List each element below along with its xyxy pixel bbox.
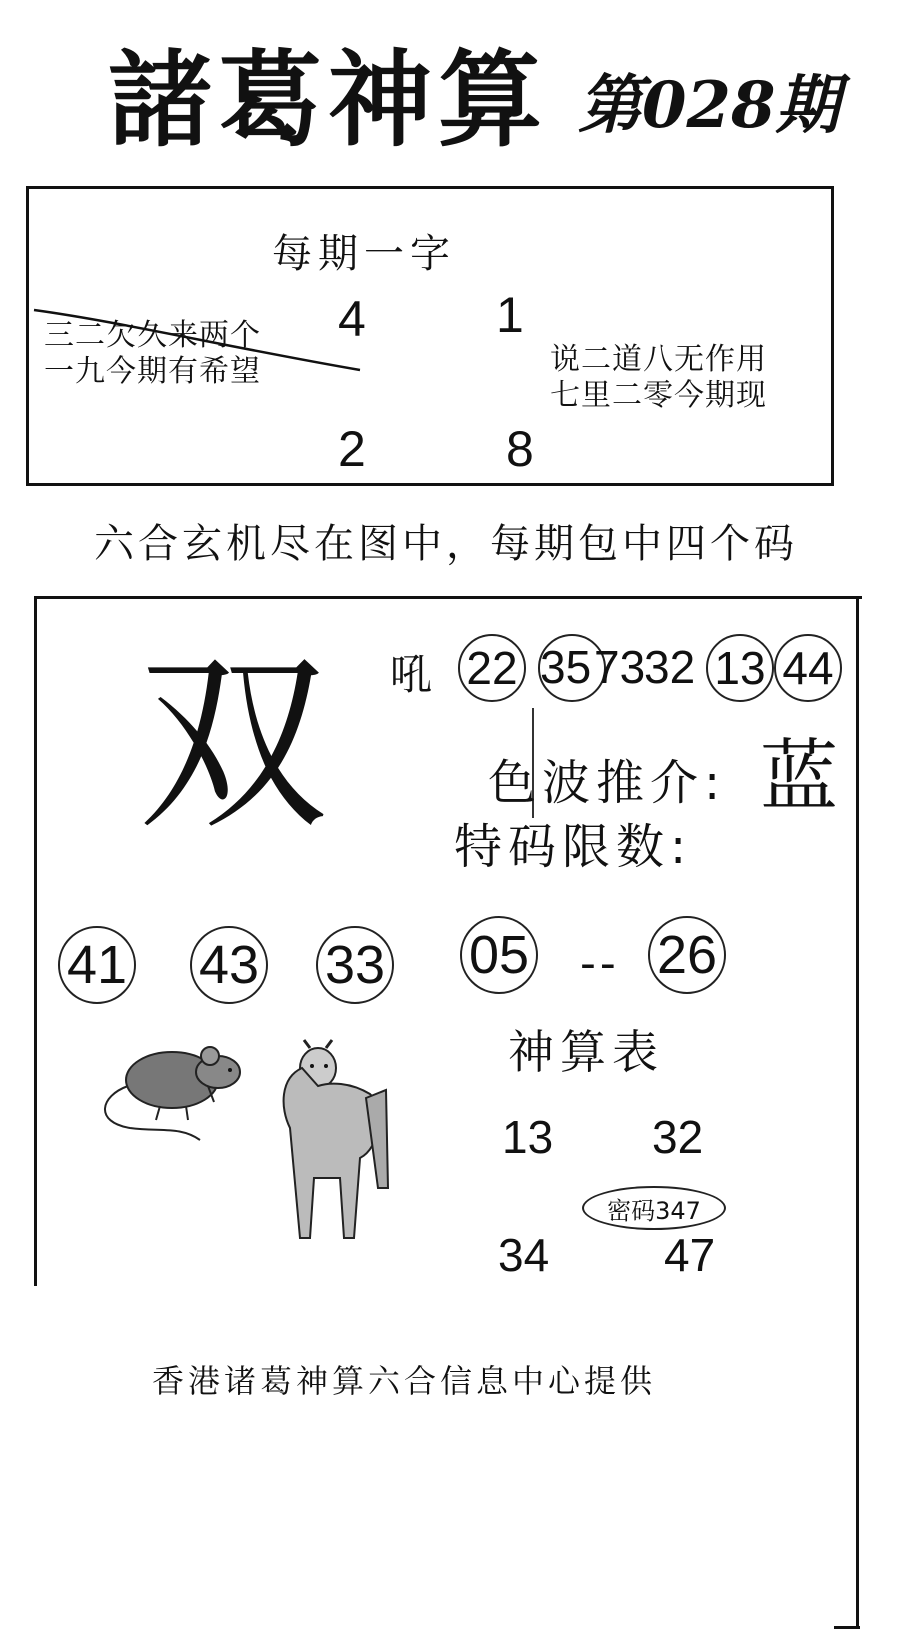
table-number: 32: [652, 1111, 704, 1163]
roar-number-circle: 13: [706, 634, 774, 702]
roar-label: 吼: [390, 650, 433, 699]
roar-number: 73: [594, 641, 646, 693]
strike-through-line: [32, 304, 362, 374]
roar-number-circle: 22: [458, 634, 526, 702]
table-title: 神算表: [508, 1025, 664, 1079]
box-right-border: [856, 598, 859, 1628]
circled-number: 33: [316, 926, 394, 1004]
range-end: 26: [648, 916, 726, 994]
slogan: 六合玄机尽在图中，每期包中四个码: [94, 521, 798, 567]
issue-number: 第028期: [578, 68, 840, 143]
range-separator: --: [580, 938, 620, 989]
footer-credit: 香港诸葛神算六合信息中心提供: [152, 1362, 657, 1400]
digit-top-right: 1: [496, 287, 524, 343]
digit-bottom-left: 2: [338, 421, 366, 477]
goat-icon: [270, 1038, 400, 1258]
range-start: 05: [460, 916, 538, 994]
circled-number: 41: [58, 926, 136, 1004]
left-verse-line: 三二欠久来两个: [44, 318, 261, 353]
roar-number-circle: 44: [774, 634, 842, 702]
page-title: 諸葛神算: [108, 39, 549, 161]
color-label: 色波推介:: [488, 755, 727, 811]
rat-icon: [90, 1036, 250, 1146]
right-verse-line: 说二道八无作用: [550, 342, 767, 377]
table-number: 34: [498, 1229, 550, 1281]
roar-number: 32: [644, 641, 696, 693]
left-verse-line: 一九今期有希望: [44, 354, 261, 389]
digit-top-left: 4: [338, 291, 366, 347]
circled-number: 43: [190, 926, 268, 1004]
limit-label: 特码限数:: [454, 819, 693, 875]
secret-code-badge: 密码347: [582, 1186, 726, 1230]
right-verse: [550, 342, 767, 414]
table-number: 13: [502, 1111, 554, 1163]
right-verse-line: 七里二零今期现: [550, 378, 767, 413]
box1-heading: 每期一字: [272, 231, 456, 277]
digit-bottom-right: 8: [506, 421, 534, 477]
big-character: 双: [138, 634, 329, 855]
table-number: 47: [664, 1229, 716, 1281]
roar-number: 35: [540, 641, 592, 693]
color-value: 蓝: [760, 732, 839, 822]
